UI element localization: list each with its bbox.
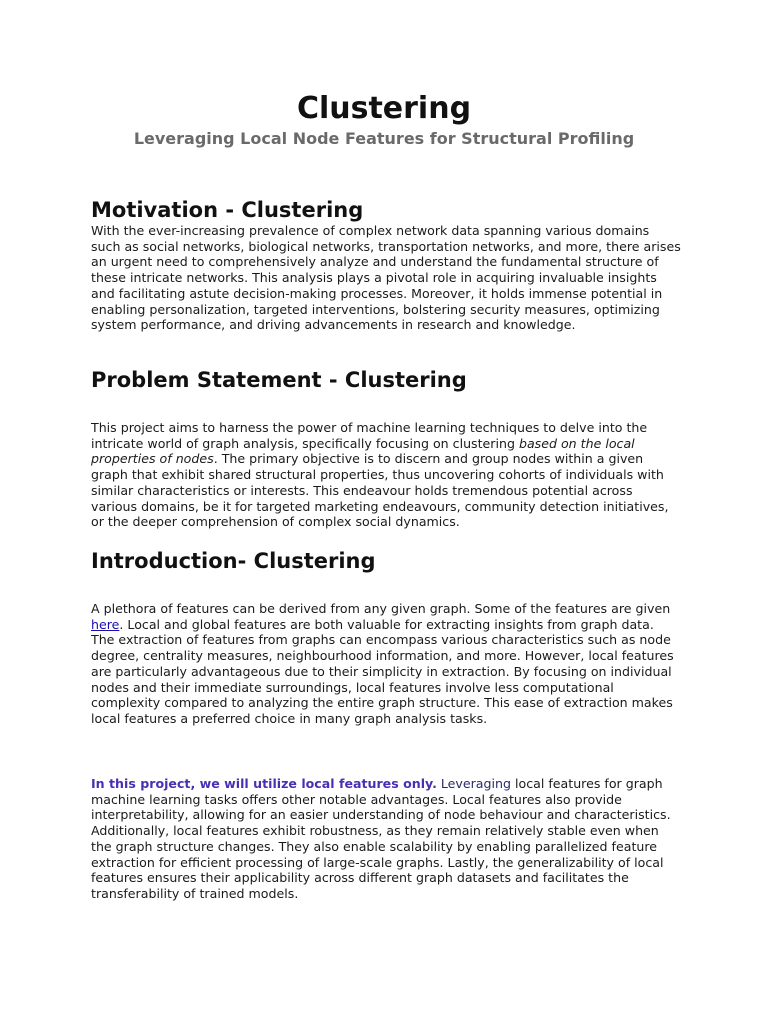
intro-text-end: . Local and global features are both valuable for extracting insights from graph data. The extraction of features from graphs can encompass various characteristics such as node degree, centrality measures, neighbourhood information, and more. However, local features are particularly advantageous due to their simplicity in extraction. By focusing on individual nodes and their immediate surroundings, local features involve less computational complexity compared to analyzing the entire graph structure. This ease of extraction makes local features a preferred choice in many graph analysis tasks. xyxy=(91,616,674,726)
introduction-paragraph-1 xyxy=(91,601,681,727)
local-features-highlight: In this project, we will utilize local features only. xyxy=(91,776,437,791)
problem-statement-paragraph xyxy=(91,420,681,530)
intro-text-start: A plethora of features can be derived from any given graph. Some of the features are given xyxy=(91,601,671,616)
problem-text-italic: based on the local properties of nodes xyxy=(91,435,635,467)
document-title: Clustering xyxy=(296,91,472,126)
motivation-paragraph: With the ever-increasing prevalence of complex network data spanning various domains such as social networks, biological networks, transportation networks, and more, there arises an urgent need to comprehensively analyze and understand the fundamental structure of these intricate networks. This analysis plays a pivotal role in acquiring invaluable insights and facilitating astute decision-making processes. Moreover, it holds immense potential in enabling personalization, targeted interventions, bolstering security measures, optimizing system performance, and driving advancements in research and knowledge. xyxy=(91,223,681,333)
problem-text-end: . The primary objective is to discern and group nodes within a given graph that exhibit shared structural properties, thus uncovering cohorts of individuals with similar characteristics or interests. This endeavour holds tremendous potential across various domains, be it for targeted marketing endeavours, community detection initiatives, or the deeper comprehension of complex social dynamics. xyxy=(91,451,669,530)
introduction-paragraph-2 xyxy=(91,776,681,902)
problem-statement-heading: Problem Statement - Clustering xyxy=(91,368,467,392)
motivation-heading: Motivation - Clustering xyxy=(91,198,364,222)
introduction-heading: Introduction- Clustering xyxy=(91,549,376,573)
leveraging-word: Leveraging xyxy=(440,776,511,791)
features-here-link[interactable]: here xyxy=(91,616,120,632)
document-subtitle: Leveraging Local Node Features for Structural Profiling xyxy=(133,129,635,148)
problem-text-start: This project aims to harness the power of machine learning techniques to delve into the intricate world of graph analysis, specifically focusing on clustering xyxy=(91,420,648,451)
intro-para2-text: local features for graph machine learning tasks offers other notable advantages. Local features also provide interpretability, allowing for an easier understanding of node behaviour and characteristics. Additionally, local features exhibit robustness, as they remain relatively stable even when the graph structure changes. They also enable scalability by enabling parallelized feature extraction for efficient processing of large-scale graphs. Lastly, the generalizability of local features ensures their applicability across different graph datasets and facilitates the transferability of trained models. xyxy=(91,776,671,901)
